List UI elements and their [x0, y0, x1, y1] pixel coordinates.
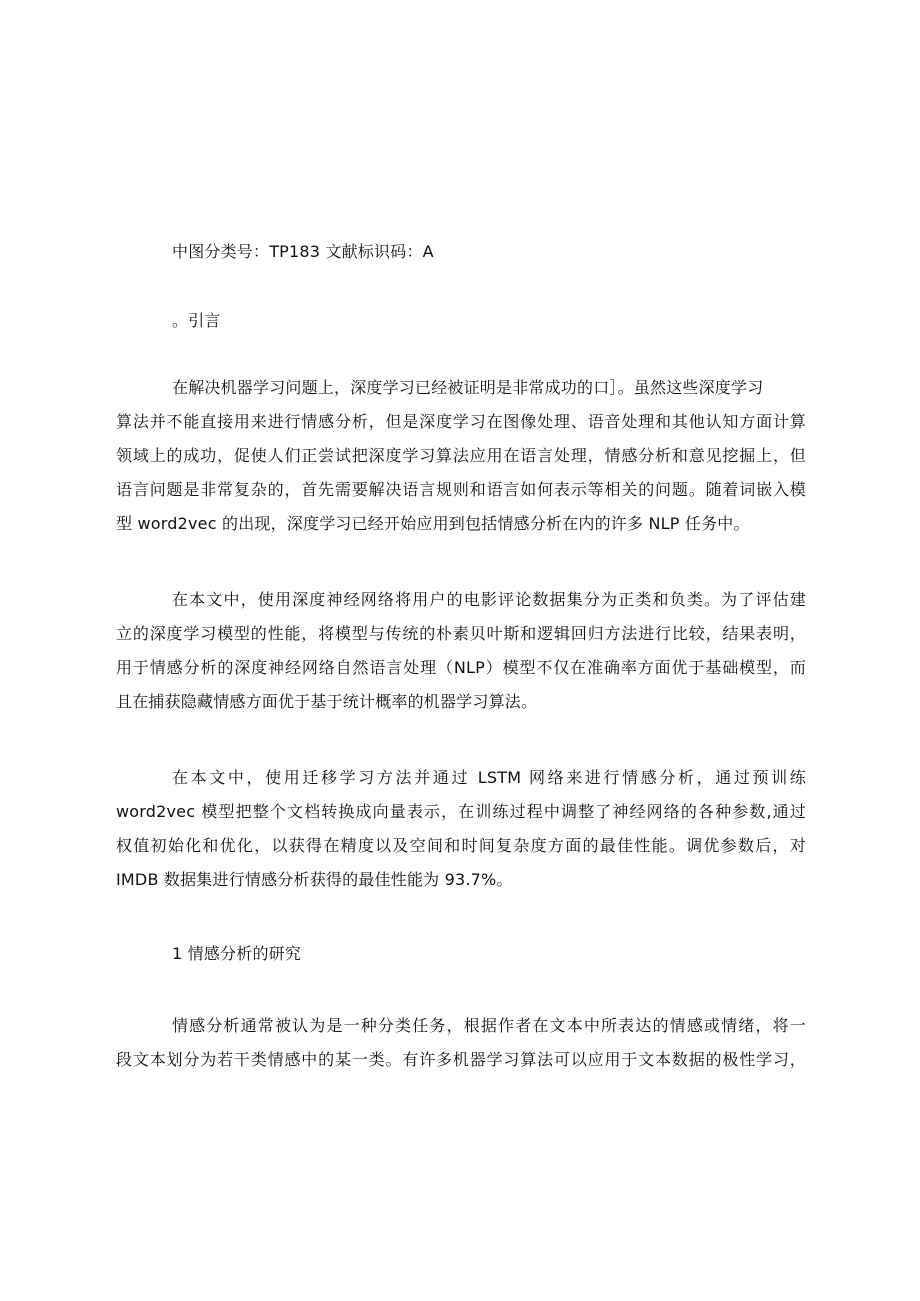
- classification-line: 中图分类号：TP183 文献标识码：A: [172, 242, 434, 261]
- paragraph-line: 且在捕获隐藏情感方面优于基于统计概率的机器学习算法。: [116, 692, 538, 711]
- paragraph-line: 算法并不能直接用来进行情感分析，但是深度学习在图像处理、语音处理和其他认知方面计算: [116, 412, 806, 431]
- paragraph-line: 用于情感分析的深度神经网络自然语言处理（NLP）模型不仅在准确率方面优于基础模型，而: [116, 658, 806, 677]
- intro-heading: 。引言: [172, 311, 221, 330]
- paragraph-line: IMDB 数据集进行情感分析获得的最佳性能为 93.7%。: [116, 870, 513, 889]
- paragraph-line: 段文本划分为若干类情感中的某一类。有许多机器学习算法可以应用于文本数据的极性学习，: [116, 1050, 806, 1069]
- paragraph-line: 型 word2vec 的出现，深度学习已经开始应用到包括情感分析在内的许多 NLP 任务中。: [116, 514, 750, 533]
- paragraph-line: 立的深度学习模型的性能，将模型与传统的朴素贝叶斯和逻辑回归方法进行比较，结果表明，: [116, 624, 806, 643]
- paragraph-line: 在本文中，使用深度神经网络将用户的电影评论数据集分为正类和负类。为了评估建: [172, 590, 806, 609]
- paragraph-line: 领域上的成功，促使人们正尝试把深度学习算法应用在语言处理，情感分析和意见挖掘上，但: [116, 446, 806, 465]
- paragraph-line: 语言问题是非常复杂的，首先需要解决语言规则和语言如何表示等相关的问题。随着词嵌入模: [116, 480, 806, 499]
- section-1-heading: 1 情感分析的研究: [172, 944, 302, 963]
- paragraph-line: word2vec 模型把整个文档转换成向量表示，在训练过程中调整了神经网络的各种参数,通过: [116, 802, 806, 821]
- paragraph-line: 在本文中，使用迁移学习方法并通过 LSTM 网络来进行情感分析，通过预训练: [172, 768, 806, 787]
- paragraph-line: 在解决机器学习问题上，深度学习已经被证明是非常成功的口］。虽然这些深度学习: [172, 378, 764, 397]
- paragraph-line: 权值初始化和优化，以获得在精度以及空间和时间复杂度方面的最佳性能。调优参数后，对: [116, 836, 806, 855]
- paragraph-line: 情感分析通常被认为是一种分类任务，根据作者在文本中所表达的情感或情绪，将一: [172, 1016, 806, 1035]
